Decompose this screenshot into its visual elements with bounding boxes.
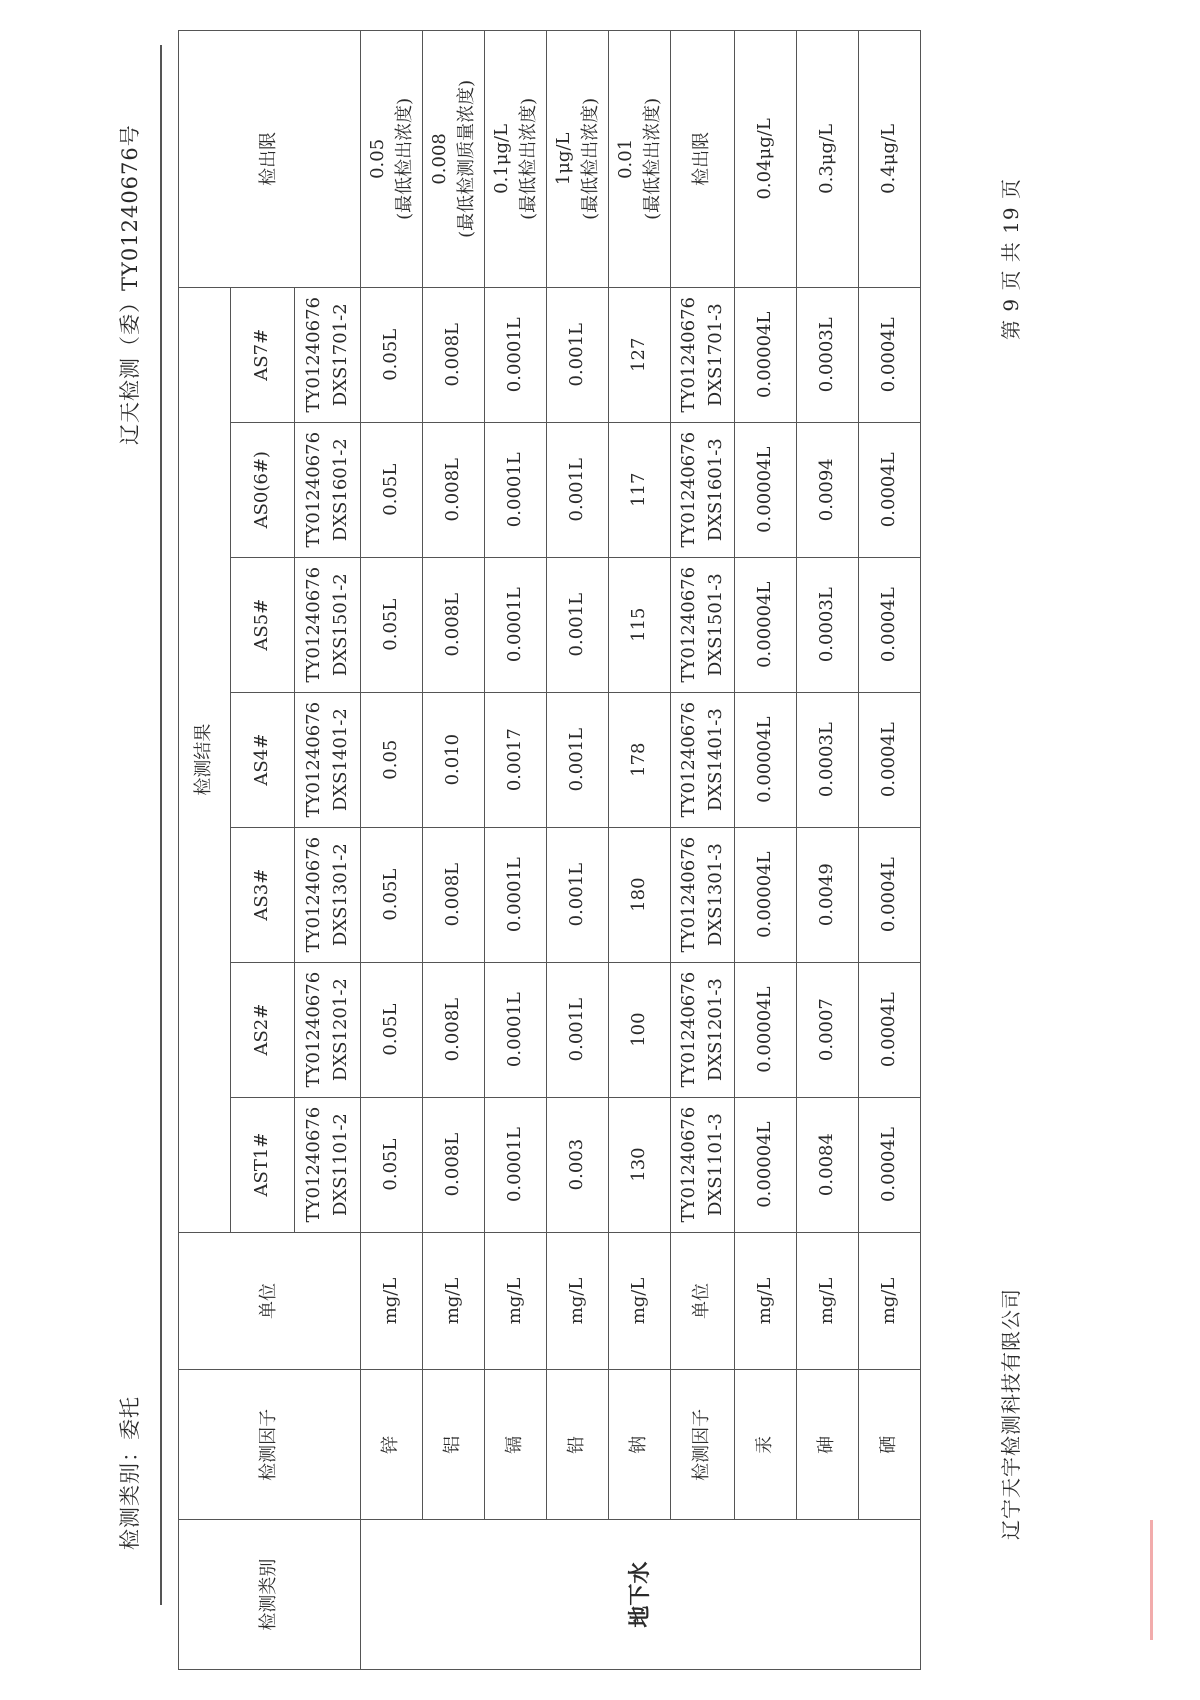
value-cell: 0.00004L bbox=[735, 1097, 797, 1232]
sample-id: TY01240676 DXS1401-2 bbox=[295, 692, 361, 827]
value-cell: 0.0003L bbox=[797, 287, 859, 422]
unit-cell: mg/L bbox=[859, 1232, 921, 1370]
type-value: 地下水 bbox=[361, 1520, 921, 1670]
value-cell: 0.008L bbox=[423, 962, 485, 1097]
value-cell: 0.0049 bbox=[797, 827, 859, 962]
value-cell: 0.0001L bbox=[485, 422, 547, 557]
value-cell: 0.001L bbox=[547, 557, 609, 692]
table-row bbox=[485, 31, 547, 1670]
value-cell: 0.0004L bbox=[859, 1097, 921, 1232]
unit-header: 单位 bbox=[671, 1232, 735, 1370]
sample-id: TY01240676 DXS1301-3 bbox=[671, 827, 735, 962]
unit-cell: mg/L bbox=[361, 1232, 423, 1370]
unit-cell: mg/L bbox=[735, 1232, 797, 1370]
value-cell: 130 bbox=[609, 1097, 671, 1232]
sample-id: TY01240676 DXS1601-2 bbox=[295, 422, 361, 557]
limit-header: 检出限 bbox=[671, 31, 735, 288]
unit-cell: mg/L bbox=[797, 1232, 859, 1370]
factor-header: 检测因子 bbox=[179, 1370, 361, 1520]
seal-mark bbox=[1150, 1520, 1183, 1640]
sample-id: TY01240676 DXS1501-3 bbox=[671, 557, 735, 692]
results-table bbox=[178, 30, 921, 1670]
limit-cell: 0.1μg/L (最低检出浓度) bbox=[485, 31, 547, 288]
value-cell: 0.0004L bbox=[859, 962, 921, 1097]
value-cell: 0.00004L bbox=[735, 557, 797, 692]
point-header: AST1# bbox=[231, 1097, 295, 1232]
value-cell: 0.008L bbox=[423, 422, 485, 557]
point-header: AS4# bbox=[231, 692, 295, 827]
value-cell: 127 bbox=[609, 287, 671, 422]
sample-id: TY01240676 DXS1101-3 bbox=[671, 1097, 735, 1232]
value-cell: 0.001L bbox=[547, 962, 609, 1097]
value-cell: 0.0094 bbox=[797, 422, 859, 557]
value-cell: 0.010 bbox=[423, 692, 485, 827]
table-row bbox=[423, 31, 485, 1670]
value-cell: 0.00004L bbox=[735, 962, 797, 1097]
value-cell: 0.001L bbox=[547, 827, 609, 962]
unit-cell: mg/L bbox=[423, 1232, 485, 1370]
value-cell: 0.05 bbox=[361, 692, 423, 827]
factor-cell: 砷 bbox=[797, 1370, 859, 1520]
limit-cell: 1μg/L (最低检出浓度) bbox=[547, 31, 609, 288]
value-cell: 0.0004L bbox=[859, 287, 921, 422]
value-cell: 0.0004L bbox=[859, 827, 921, 962]
header-rule bbox=[160, 45, 162, 1605]
unit-header: 单位 bbox=[179, 1232, 361, 1370]
value-cell: 0.05L bbox=[361, 287, 423, 422]
value-cell: 100 bbox=[609, 962, 671, 1097]
type-header: 检测类别 bbox=[179, 1520, 361, 1670]
sample-id: TY01240676 DXS1701-3 bbox=[671, 287, 735, 422]
value-cell: 0.05L bbox=[361, 422, 423, 557]
value-cell: 180 bbox=[609, 827, 671, 962]
limit-cell: 0.01 (最低检出浓度) bbox=[609, 31, 671, 288]
value-cell: 0.05L bbox=[361, 962, 423, 1097]
factor-cell: 汞 bbox=[735, 1370, 797, 1520]
value-cell: 0.001L bbox=[547, 692, 609, 827]
factor-cell: 镉 bbox=[485, 1370, 547, 1520]
table-row bbox=[361, 31, 423, 1670]
category-label: 检测类别：委托 bbox=[118, 1396, 142, 1550]
unit-cell: mg/L bbox=[609, 1232, 671, 1370]
sample-id: TY01240676 DXS1601-3 bbox=[671, 422, 735, 557]
value-cell: 0.008L bbox=[423, 827, 485, 962]
report-number: 辽天检测（委）TY01240676号 bbox=[118, 124, 142, 445]
value-cell: 0.008L bbox=[423, 557, 485, 692]
factor-cell: 硒 bbox=[859, 1370, 921, 1520]
table-row bbox=[179, 31, 231, 1670]
value-cell: 0.00004L bbox=[735, 692, 797, 827]
factor-cell: 铅 bbox=[547, 1370, 609, 1520]
table-row bbox=[609, 31, 671, 1670]
value-cell: 0.0001L bbox=[485, 1097, 547, 1232]
value-cell: 0.0001L bbox=[485, 962, 547, 1097]
value-cell: 0.008L bbox=[423, 1097, 485, 1232]
value-cell: 0.008L bbox=[423, 287, 485, 422]
value-cell: 0.0004L bbox=[859, 557, 921, 692]
table-row bbox=[547, 31, 609, 1670]
point-header: AS2# bbox=[231, 962, 295, 1097]
value-cell: 0.0004L bbox=[859, 422, 921, 557]
value-cell: 0.00004L bbox=[735, 287, 797, 422]
factor-cell: 铝 bbox=[423, 1370, 485, 1520]
table-row bbox=[859, 31, 921, 1670]
limit-cell: 0.008 (最低检测质量浓度) bbox=[423, 31, 485, 288]
value-cell: 0.05L bbox=[361, 827, 423, 962]
value-cell: 0.0003L bbox=[797, 557, 859, 692]
factor-cell: 锌 bbox=[361, 1370, 423, 1520]
table-row bbox=[735, 31, 797, 1670]
value-cell: 0.0001L bbox=[485, 827, 547, 962]
value-cell: 0.0003L bbox=[797, 692, 859, 827]
value-cell: 0.00004L bbox=[735, 827, 797, 962]
value-cell: 0.001L bbox=[547, 422, 609, 557]
table-row bbox=[797, 31, 859, 1670]
sample-id: TY01240676 DXS1401-3 bbox=[671, 692, 735, 827]
value-cell: 0.00004L bbox=[735, 422, 797, 557]
company-name: 辽宁天宇检测科技有限公司 bbox=[999, 1288, 1023, 1540]
sample-id: TY01240676 DXS1301-2 bbox=[295, 827, 361, 962]
limit-cell: 0.4μg/L bbox=[859, 31, 921, 288]
results-header: 检测结果 bbox=[179, 287, 231, 1232]
sample-id: TY01240676 DXS1101-2 bbox=[295, 1097, 361, 1232]
limit-cell: 0.3μg/L bbox=[797, 31, 859, 288]
value-cell: 0.0004L bbox=[859, 692, 921, 827]
value-cell: 0.0001L bbox=[485, 557, 547, 692]
value-cell: 0.003 bbox=[547, 1097, 609, 1232]
value-cell: 0.001L bbox=[547, 287, 609, 422]
point-header: AS5# bbox=[231, 557, 295, 692]
value-cell: 178 bbox=[609, 692, 671, 827]
point-header: AS0(6#) bbox=[231, 422, 295, 557]
page-number: 第 9 页 共 19 页 bbox=[999, 178, 1023, 340]
limit-cell: 0.04μg/L bbox=[735, 31, 797, 288]
unit-cell: mg/L bbox=[485, 1232, 547, 1370]
value-cell: 0.0007 bbox=[797, 962, 859, 1097]
factor-cell: 钠 bbox=[609, 1370, 671, 1520]
limit-header: 检出限 bbox=[179, 31, 361, 288]
point-header: AS7# bbox=[231, 287, 295, 422]
unit-cell: mg/L bbox=[547, 1232, 609, 1370]
value-cell: 115 bbox=[609, 557, 671, 692]
factor-header: 检测因子 bbox=[671, 1370, 735, 1520]
sample-id: TY01240676 DXS1501-2 bbox=[295, 557, 361, 692]
value-cell: 0.0001L bbox=[485, 287, 547, 422]
results-table-wrapper bbox=[178, 30, 988, 1670]
table-row bbox=[671, 31, 735, 1670]
sample-id: TY01240676 DXS1701-2 bbox=[295, 287, 361, 422]
sample-id: TY01240676 DXS1201-3 bbox=[671, 962, 735, 1097]
value-cell: 0.0017 bbox=[485, 692, 547, 827]
value-cell: 0.05L bbox=[361, 1097, 423, 1232]
limit-cell: 0.05 (最低检出浓度) bbox=[361, 31, 423, 288]
value-cell: 0.05L bbox=[361, 557, 423, 692]
sample-id: TY01240676 DXS1201-2 bbox=[295, 962, 361, 1097]
point-header: AS3# bbox=[231, 827, 295, 962]
value-cell: 0.0084 bbox=[797, 1097, 859, 1232]
value-cell: 117 bbox=[609, 422, 671, 557]
